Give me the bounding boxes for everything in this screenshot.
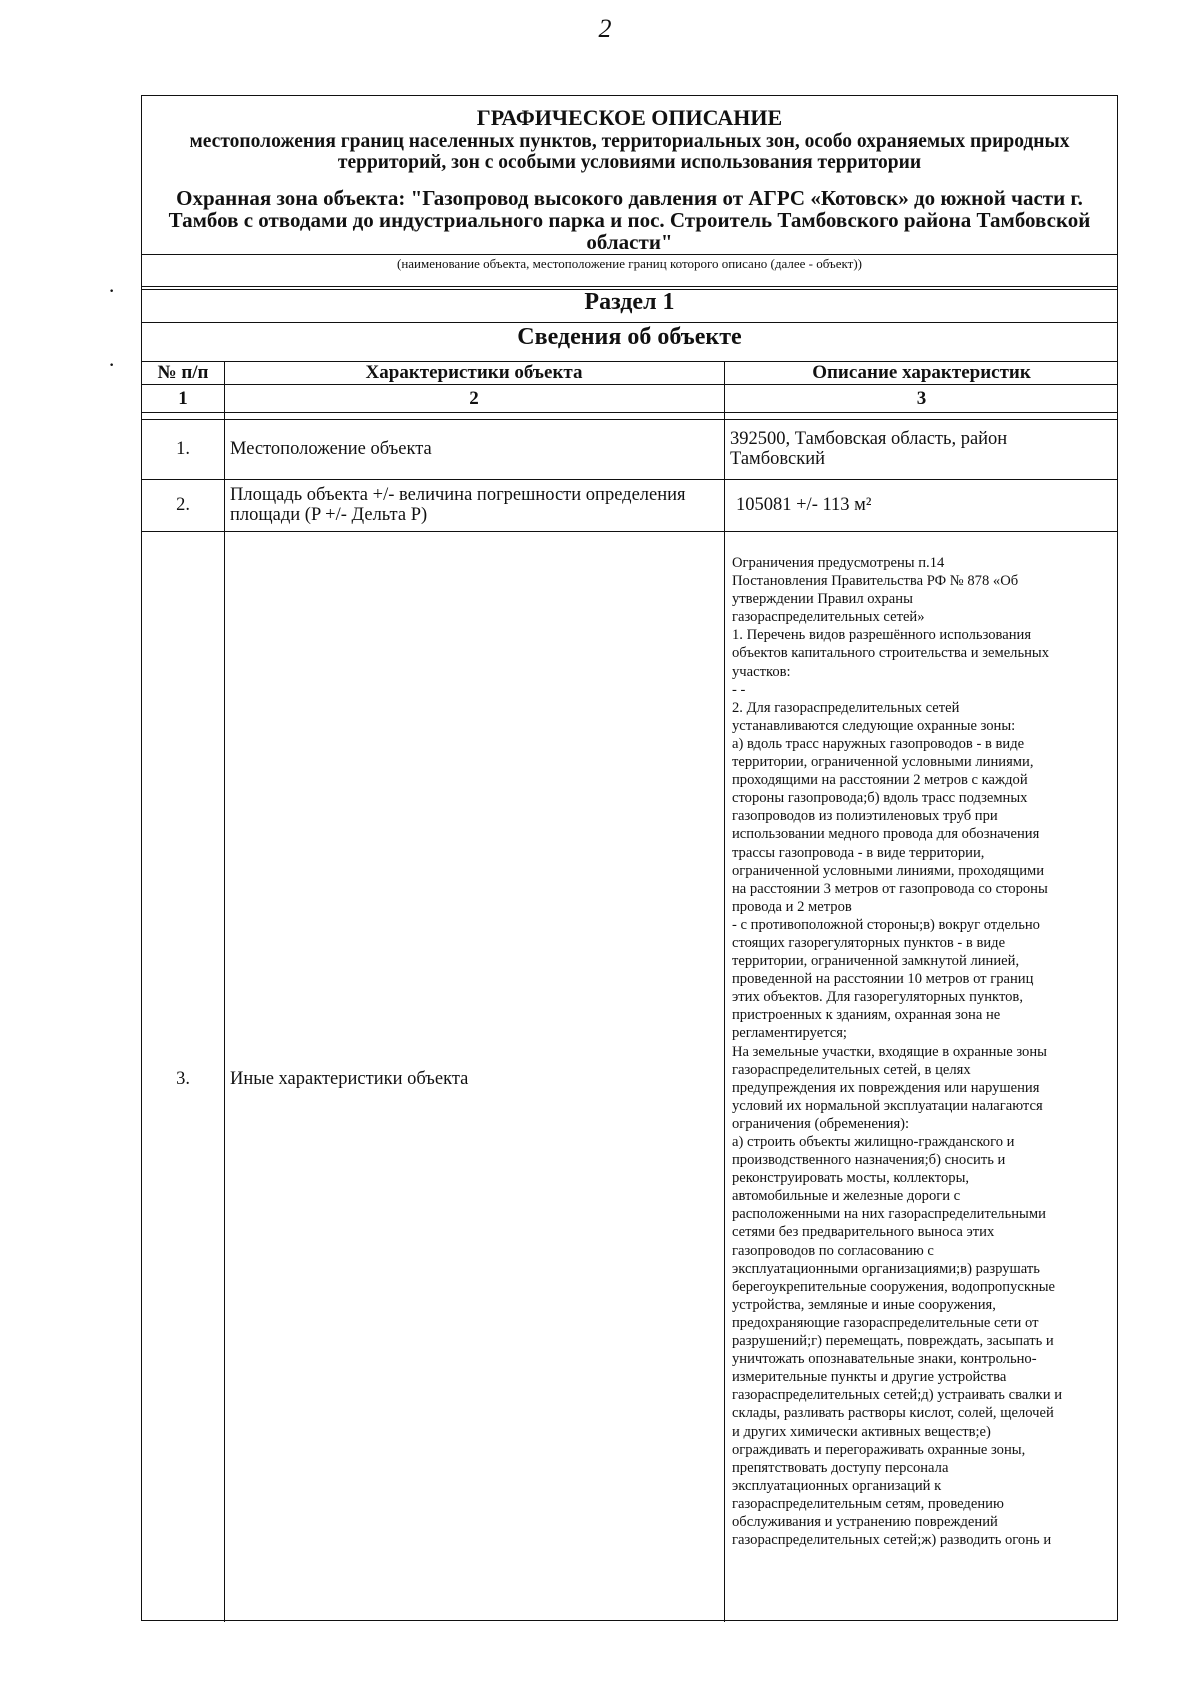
row-number: 1. <box>176 439 190 459</box>
object-name-caption: (наименование объекта, местоположение границ которого описано (далее - объект)) <box>397 256 862 271</box>
section-subtitle: Сведения об объекте <box>517 324 742 350</box>
table-row-border <box>142 419 1117 420</box>
row-number: 3. <box>176 1069 190 1089</box>
object-name: Охранная зона объекта: "Газопровод высокого давления от АГРС «Котовск» до южной части г. Тамбов с отводами до индустриального парка и пос. Строитель Тамбовского района Тамбовской области" <box>168 186 1091 254</box>
document-frame <box>141 95 1118 1621</box>
column-number: 1 <box>178 388 188 409</box>
table-row-border <box>142 384 1117 385</box>
document-subtitle: местоположения границ населенных пунктов, территориальных зон, особо охраняемых природных территорий, зон с особыми условиями использования территории <box>189 131 1070 173</box>
row-description: 105081 +/- 113 м² <box>736 495 872 515</box>
page-number: 2 <box>598 14 612 43</box>
table-column-border <box>724 361 725 1622</box>
table-row-border <box>142 412 1117 413</box>
margin-mark: · <box>109 357 115 374</box>
row-characteristic: Площадь объекта +/- величина погрешности определения площади (P +/- Дельта P) <box>230 485 686 525</box>
table-column-border <box>224 361 225 1622</box>
row-description: Ограничения предусмотрены п.14 Постановления Правительства РФ № 878 «Об утверждении Правил охраны газораспределительных сетей» 1. Перечень видов разрешённого использования объектов капитального строительства и земельных участков: - - 2. Для газораспределительных сетей устанавливаются следующие охранные зоны: а) вдоль трасс наружных газопроводов - в виде территории, ограниченной условными линиями, проходящими на расстоянии 2 метров с каждой стороны газопровода;б) вдоль трасс подземных газопроводов из полиэтиленовых труб при использовании медного провода для обозначения трассы газопровода - в виде территории, ограниченной условными линиями, проходящими на расстоянии 3 метров от газопровода со стороны провода и 2 метров - с противоположной стороны;в) вокруг отдельно стоящих газорегуляторных пунктов - в виде территории, ограниченной замкнутой линией, проведенной на расстоянии 10 метров от границ этих объектов. Для газорегуляторных пунктов, пристроенных к зданиям, охранная зона не регламентируется; На земельные участки, входящие в охранные зоны газораспределительных сетей, в целях предупреждения их повреждения или нарушения условий их нормальной эксплуатации налагаются ограничения (обременения): а) строить объекты жилищно-гражданского и производственного назначения;б) сносить и реконструировать мосты, коллекторы, автомобильные и железные дороги с расположенными на них газораспределительными сетями без предварительного выноса этих газопроводов по согласованию с эксплуатационными организациями;в) разрушать берегоукрепительные сооружения, водопропускные устройства, земляные и иные сооружения, предохраняющие газораспределительные сети от разрушений;г) перемещать, повреждать, засыпать и уничтожать опознавательные знаки, контрольно- измерительные пункты и другие устройства газораспределительных сетей;д) устраивать свалки и склады, разливать растворы кислот, солей, щелочей и других химически активных веществ;е) ограждивать и перегораживать охранные зоны, препятствовать доступу персонала эксплуатационных организаций к газораспределительным сетям, проведению обслуживания и устранению повреждений газораспределительных сетей;ж) разводить огонь и <box>732 555 1063 1549</box>
column-header: № п/п <box>157 362 209 383</box>
divider <box>142 286 1117 287</box>
table-row-border <box>142 531 1117 532</box>
row-characteristic: Иные характеристики объекта <box>230 1069 469 1089</box>
document-title: ГРАФИЧЕСКОЕ ОПИСАНИЕ <box>476 105 783 130</box>
column-header: Описание характеристик <box>812 362 1031 383</box>
divider <box>142 254 1117 255</box>
column-number: 2 <box>469 388 479 409</box>
row-characteristic: Местоположение объекта <box>230 439 432 459</box>
divider <box>142 322 1117 323</box>
row-description: 392500, Тамбовская область, район Тамбовский <box>730 429 1008 469</box>
margin-mark: · <box>109 283 115 300</box>
section-title: Раздел 1 <box>584 289 675 315</box>
row-number: 2. <box>176 495 190 515</box>
table-row-border <box>142 479 1117 480</box>
column-number: 3 <box>916 388 927 409</box>
column-header: Характеристики объекта <box>365 362 583 383</box>
